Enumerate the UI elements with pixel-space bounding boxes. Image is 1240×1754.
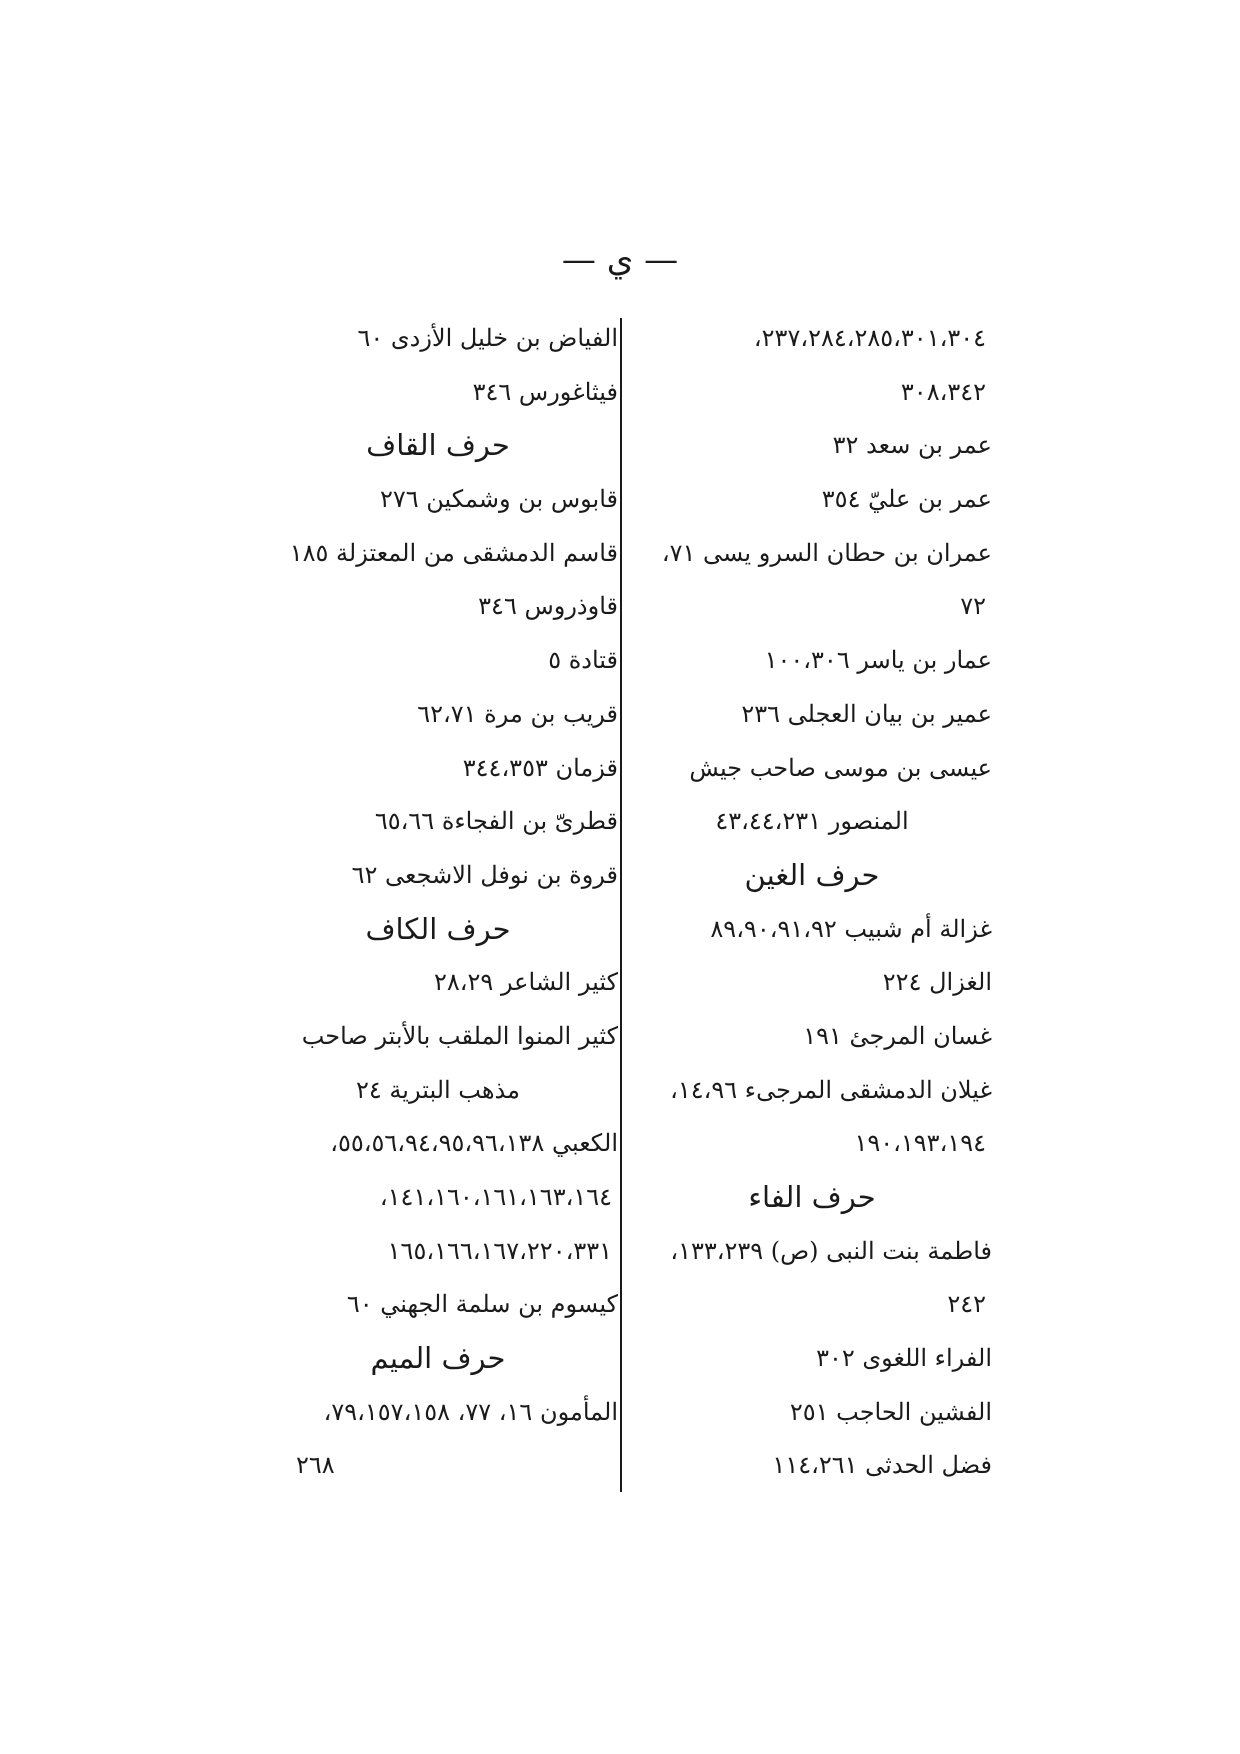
index-entry: قطرىّ بن الفجاءة ٦٥،٦٦: [374, 807, 618, 836]
index-column-right: [632, 312, 992, 1493]
page-number: — ي —: [561, 240, 679, 280]
index-entry: الفراء اللغوى ٣٠٢: [816, 1344, 992, 1373]
index-entry: عمير بن بيان العجلى ٢٣٦: [741, 699, 992, 728]
section-heading: حرف الكاف: [365, 911, 511, 946]
index-entry: فيثاغورس ٣٤٦: [472, 377, 618, 406]
index-entry: قروة بن نوفل الاشجعى ٦٢: [351, 860, 618, 889]
index-entry: قزمان ٣٤٤،٣٥٣: [462, 753, 618, 782]
index-entry: الفياض بن خليل الأزدى ٦٠: [357, 324, 618, 352]
index-entry: عيسى بن موسى صاحب جيش: [689, 753, 992, 782]
index-entry: مذهب البترية ٢٤: [356, 1075, 520, 1104]
index-entry: غزالة أم شبيب ٨٩،٩٠،٩١،٩٢: [710, 914, 992, 943]
index-entry: قتادة ٥: [548, 646, 618, 675]
index-entry: ٢٤٢: [947, 1290, 986, 1319]
index-entry: المأمون ١٦، ٧٧، ٧٩،١٥٧،١٥٨،: [323, 1397, 618, 1426]
index-entry: قابوس بن وشمكين ٢٧٦: [379, 485, 618, 514]
index-entry: ٧٢: [960, 592, 986, 621]
section-heading: حرف الغين: [744, 857, 880, 892]
index-entry: ٢٣٧،٢٨٤،٢٨٥،٣٠١،٣٠٤،: [753, 324, 986, 352]
index-entry: ٢٦٨: [296, 1451, 335, 1480]
index-entry: كثير الشاعر ٢٨،٢٩: [434, 968, 618, 997]
index-entry: عمر بن عليّ ٣٥٤: [821, 485, 992, 514]
section-heading: حرف الميم: [370, 1341, 506, 1376]
index-entry: الفشين الحاجب ٢٥١: [789, 1397, 992, 1426]
index-entry: الغزال ٢٢٤: [882, 968, 992, 997]
index-entry: ١٤١،١٦٠،١٦١،١٦٣،١٦٤،: [379, 1183, 612, 1211]
index-entry: قاوذروس ٣٤٦: [478, 592, 618, 621]
index-entry: ٣٠٨،٣٤٢: [900, 377, 986, 406]
index-entry: غسان المرجئ ١٩١: [803, 1021, 992, 1050]
index-entry: فاطمة بنت النبى (ص) ١٣٣،٢٣٩،: [670, 1236, 992, 1265]
index-entry: عمار بن ياسر ١٠٠،٣٠٦: [764, 646, 992, 675]
index-entry: ١٦٥،١٦٦،١٦٧،٢٢٠،٣٣١: [387, 1236, 612, 1265]
index-entry: الكعبي ٥٥،٥٦،٩٤،٩٥،٩٦،١٣٨،: [330, 1129, 618, 1158]
index-entry: عمر بن سعد ٣٢: [832, 431, 992, 460]
index-entry: غيلان الدمشقى المرجىء ١٤،٩٦،: [670, 1075, 992, 1104]
index-entry: المنصور ٤٣،٤٤،٢٣١: [715, 807, 909, 836]
index-entry: كثير المنوا الملقب بالأبتر صاحب: [301, 1021, 618, 1050]
index-entry: كيسوم بن سلمة الجهني ٦٠: [346, 1290, 618, 1319]
index-entry: قاسم الدمشقى من المعتزلة ١٨٥: [289, 538, 618, 567]
section-heading: حرف القاف: [366, 428, 510, 463]
index-column-left: [258, 312, 618, 1493]
index-entry: فضل الحدثى ١١٤،٢٦١: [772, 1451, 992, 1480]
section-heading: حرف الفاء: [748, 1180, 876, 1214]
index-entry: ١٩٠،١٩٣،١٩٤: [854, 1129, 986, 1158]
index-entry: عمران بن حطان السرو يسى ٧١،: [661, 538, 992, 567]
index-entry: قريب بن مرة ٦٢،٧١: [417, 699, 618, 728]
column-divider: [620, 318, 622, 1492]
